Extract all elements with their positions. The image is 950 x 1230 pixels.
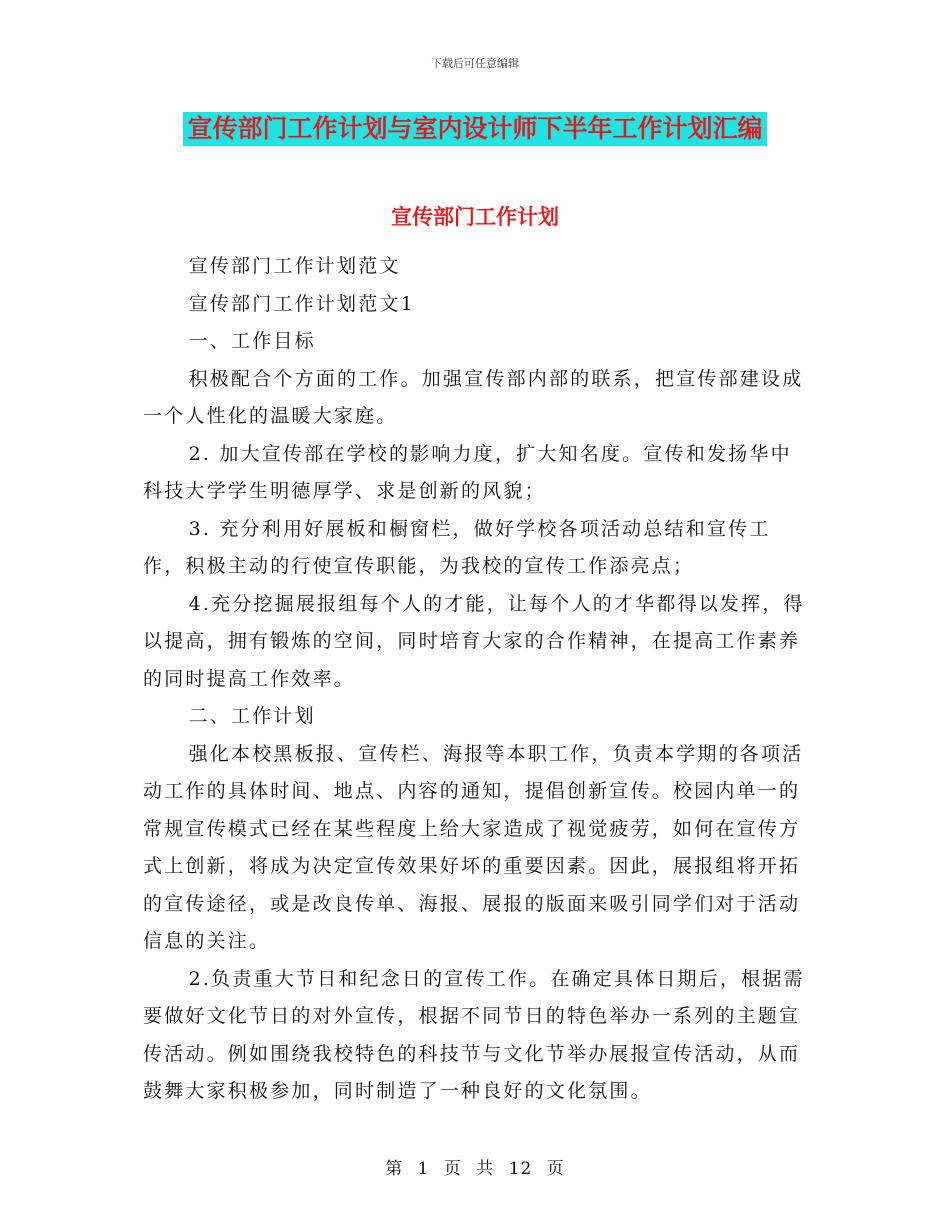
- section-title: 宣传部门工作计划: [391, 205, 559, 229]
- document-title-text: 宣传部门工作计划与室内设计师下半年工作计划汇编: [183, 112, 766, 146]
- footer-page-mid: 页: [443, 1159, 462, 1179]
- footer-total-pages: 12: [508, 1159, 533, 1179]
- paragraph: 2.负责重大节日和纪念日的宣传工作。在确定具体日期后，根据需要做好文化节日的对外宣传，根据不同节日的特色举办一系列的主题宣传活动。例如围绕我校特色的科技节与文化节举办展报宣传活动，从而鼓舞大家积极参加，同时制造了一种良好的文化氛围。: [143, 967, 805, 1102]
- footer-page-suffix: 页: [546, 1159, 565, 1179]
- page-footer: [0, 1154, 950, 1179]
- document-title: [0, 112, 950, 146]
- paragraph: 4.充分挖掘展报组每个人的才能，让每个人的才华都得以发挥，得以提高，拥有锻炼的空间，同时培育大家的合作精神，在提高工作素养的同时提高工作效率。: [143, 592, 805, 690]
- footer-page-prefix: 第: [385, 1159, 404, 1179]
- footer-total-label: 共: [476, 1159, 495, 1179]
- header-note: 下载后可任意编辑: [431, 57, 519, 70]
- paragraph: 二、工作计划: [188, 705, 316, 727]
- paragraph: 积极配合个方面的工作。加强宣传部内部的联系，把宣传部建设成一个人性化的温暖大家庭。: [143, 367, 804, 427]
- footer-current-page: 1: [417, 1159, 430, 1179]
- document-body: [143, 248, 808, 1111]
- paragraph: 宣传部门工作计划范文: [188, 255, 401, 277]
- paragraph: 宣传部门工作计划范文1: [188, 292, 415, 315]
- paragraph: 一、工作目标: [188, 330, 316, 352]
- paragraph: 3. 充分利用好展板和橱窗栏，做好学校各项活动总结和宣传工作，积极主动的行使宣传职能，为我校的宣传工作添亮点；: [143, 517, 771, 577]
- paragraph: 强化本校黑板报、宣传栏、海报等本职工作，负责本学期的各项活动工作的具体时间、地点、内容的通知，提倡创新宣传。校园内单一的常规宣传模式已经在某些程度上给大家造成了视觉疲劳，如何在宣传方式上创新，将成为决定宣传效果好坏的重要因素。因此，展报组将开拓的宣传途径，或是改良传单、海报、展报的版面来吸引同学们对于活动信息的关注。: [143, 742, 804, 952]
- paragraph: 2. 加大宣传部在学校的影响力度，扩大知名度。宣传和发扬华中科技大学学生明德厚学、求是创新的风貌；: [143, 442, 792, 502]
